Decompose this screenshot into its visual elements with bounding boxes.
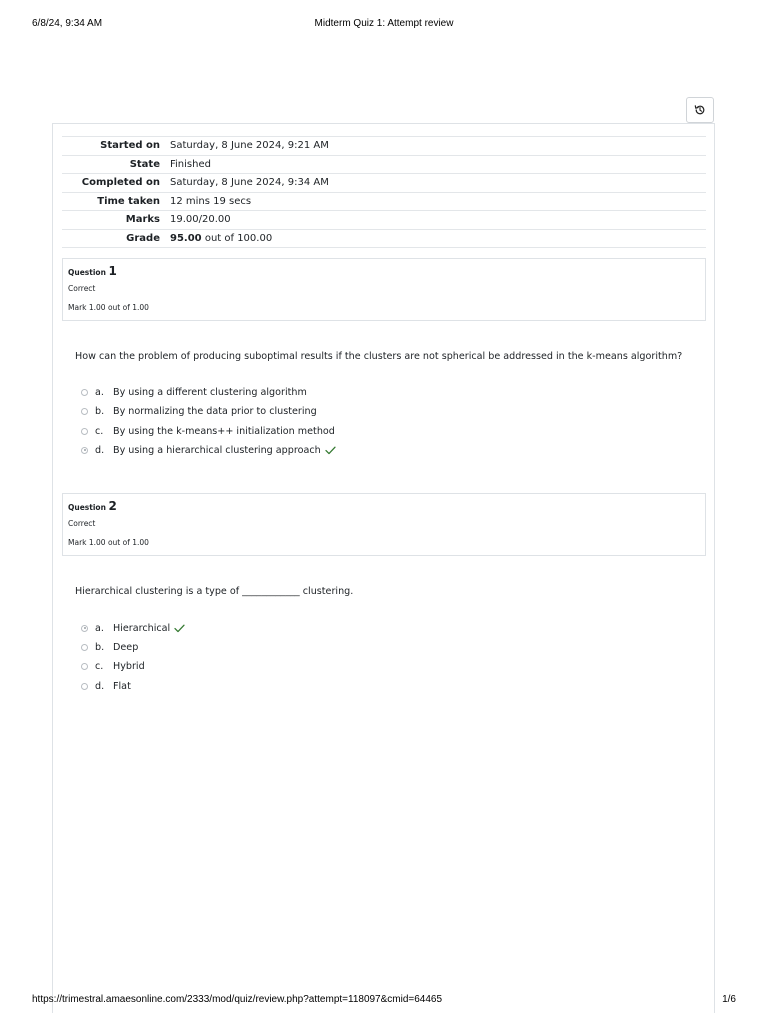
page-number: 1/6 xyxy=(722,994,736,1005)
option-letter: b. xyxy=(95,405,105,417)
option-letter: d. xyxy=(95,680,105,692)
quiz-review-panel xyxy=(52,123,715,1013)
option-letter: b. xyxy=(95,641,105,653)
question-info-1 xyxy=(62,258,706,321)
page-url: https://trimestral.amaesonline.com/2333/mod/quiz/review.php?attempt=118097&cmid=64465 xyxy=(32,994,443,1005)
summary-value xyxy=(170,229,706,248)
option-letter: c. xyxy=(95,425,104,437)
answer-option-selected[interactable] xyxy=(81,443,336,457)
summary-label: Started on xyxy=(100,140,160,152)
answer-option[interactable] xyxy=(81,640,138,654)
summary-row-state xyxy=(62,155,706,174)
summary-value: Finished xyxy=(170,158,211,170)
question-mark: Mark 1.00 out of 1.00 xyxy=(68,303,149,312)
print-page-title: Midterm Quiz 1: Attempt review xyxy=(314,18,454,29)
radio-button-selected[interactable] xyxy=(81,625,88,632)
summary-value: 12 mins 19 secs xyxy=(170,195,252,207)
option-text: Flat xyxy=(113,680,131,692)
question-number xyxy=(68,499,117,513)
summary-label: Time taken xyxy=(97,195,160,207)
summary-value: Saturday, 8 June 2024, 9:34 AM xyxy=(170,177,329,189)
option-text: Hybrid xyxy=(113,660,145,672)
answer-option[interactable] xyxy=(81,385,307,399)
question-number-value: 2 xyxy=(108,499,117,513)
summary-row-completed xyxy=(62,174,706,193)
question-prefix: Question xyxy=(68,268,109,277)
option-letter: c. xyxy=(95,660,104,672)
question-info-2 xyxy=(62,493,706,556)
radio-button[interactable] xyxy=(81,389,88,396)
grade-score: 95.00 xyxy=(170,232,202,244)
answer-option[interactable] xyxy=(81,659,145,673)
answer-option[interactable] xyxy=(81,404,317,418)
option-text: By normalizing the data prior to clustering xyxy=(113,405,317,417)
radio-button[interactable] xyxy=(81,428,88,435)
option-text: By using the k-means++ initialization method xyxy=(113,425,335,437)
question-text-2: Hierarchical clustering is a type of ____________ clustering. xyxy=(75,586,354,597)
option-text: Hierarchical xyxy=(113,622,171,634)
summary-value: 19.00/20.00 xyxy=(170,214,231,226)
radio-button-selected[interactable] xyxy=(81,447,88,454)
summary-row-time-taken xyxy=(62,192,706,211)
answer-option-selected[interactable] xyxy=(81,621,185,635)
print-footer xyxy=(32,994,736,1008)
option-text: By using a different clustering algorithm xyxy=(113,386,307,398)
print-date: 6/8/24, 9:34 AM xyxy=(32,18,103,29)
option-text: By using a hierarchical clustering approach xyxy=(113,444,321,456)
question-number-value: 1 xyxy=(108,264,117,278)
question-state: Correct xyxy=(68,284,96,293)
option-letter: d. xyxy=(95,444,105,456)
option-letter: a. xyxy=(95,386,104,398)
summary-label: State xyxy=(129,158,160,170)
checkmark-icon xyxy=(174,624,185,633)
attempt-summary-table xyxy=(62,136,706,248)
radio-button[interactable] xyxy=(81,408,88,415)
answer-option[interactable] xyxy=(81,679,131,693)
summary-label: Completed on xyxy=(81,177,160,189)
question-state: Correct xyxy=(68,519,96,528)
history-button[interactable] xyxy=(686,97,714,123)
checkmark-icon xyxy=(325,446,336,455)
history-icon xyxy=(694,104,706,116)
option-letter: a. xyxy=(95,622,104,634)
question-prefix: Question xyxy=(68,503,109,512)
summary-label: Grade xyxy=(126,232,160,244)
answer-option[interactable] xyxy=(81,424,335,438)
option-text: Deep xyxy=(113,641,139,653)
radio-button[interactable] xyxy=(81,644,88,651)
question-mark: Mark 1.00 out of 1.00 xyxy=(68,538,149,547)
print-header xyxy=(32,18,736,32)
grade-total: out of 100.00 xyxy=(201,232,273,244)
radio-button[interactable] xyxy=(81,683,88,690)
summary-row-marks xyxy=(62,211,706,230)
question-number xyxy=(68,264,117,278)
summary-label: Marks xyxy=(125,214,160,226)
summary-row-started xyxy=(62,137,706,156)
summary-value: Saturday, 8 June 2024, 9:21 AM xyxy=(170,140,329,152)
summary-row-grade xyxy=(62,229,706,248)
question-text-1: How can the problem of producing suboptimal results if the clusters are not spherical be addressed in the k-means algorithm? xyxy=(75,351,683,362)
radio-button[interactable] xyxy=(81,663,88,670)
